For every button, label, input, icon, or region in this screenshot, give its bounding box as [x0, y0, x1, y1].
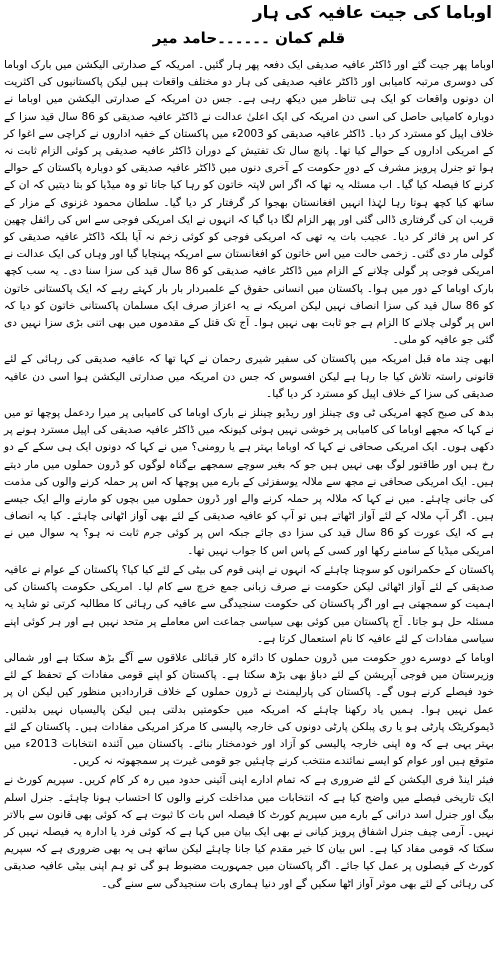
article-title: اوباما کی جیت عافیہ کی ہار — [252, 3, 492, 23]
article-paragraph: اوباما پھر جیت گئے اور ڈاکٹر عافیہ صدیقی ایک دفعہ پھر ہار گئیں۔ امریکہ کے صدارتی الیکشن میں بارک اوباما کی دوسری مرتبہ کامیابی اور ڈاکٹر عافیہ صدیقی کی ہار دو مختلف واقعات ہیں لیکن پاکستانیوں کی اکثریت ان دونوں واقعات کو ایک ہی تناظر میں دیکھ رہی ہے۔ جس دن امریکہ کے صدارتی الیکشن میں اوباما نے دوبارہ کامیابی حاصل کی اسی دن امریکہ کی ایک اعلیٰ عدالت نے ڈاکٹر عافیہ صدیقی کو 86 سال قید سزا کے خلاف اپیل کو مسترد کر دیا۔ ڈاکٹر عافیہ صدیقی کو 2003ء میں پاکستان کے خفیہ اداروں نے کراچی سے اغوا کر کے امریکی اداروں کے حوالے کیا تھا۔ پانچ سال تک تفتیش کے دوران ڈاکٹر عافیہ صدیقی پر کوئی الزام ثابت نہ ہوا تو جنرل پرویز مشرف کے دورِ حکومت کے آخری دنوں میں ڈاکٹر عافیہ صدیقی کو دوبارہ پاکستان کے حوالے کرنے کا فیصلہ کیا گیا۔ اب مسئلہ یہ تھا کہ اگر اس لاپتہ خاتون کو رہا کیا جاتا تو وہ میڈیا کو بتا دیتیں کہ ان کے ساتھ کیا کچھ ہوتا رہا لہٰذا انہیں افغانستان بھجوا کر گرفتار کر دیا گیا۔ سلطان محمود غزنوی کے مزار کے قریب ان کی گرفتاری ڈالی گئی اور پھر الزام لگا دیا گیا کہ انہوں نے ایک امریکی فوجی سے اس کی رائفل چھین کر اس پر فائر کر دیا۔ عجیب بات یہ تھی کہ امریکی فوجی کو کوئی زخم نہ آیا بلکہ ڈاکٹر عافیہ صدیقی کو گولی مار دی گئی۔ زخمی حالت میں اس خاتون کو افغانستان سے امریکہ پہنچایا گیا اور وہاں کی ایک عدالت نے امریکی فوجی پر گولی چلانے کے الزام میں ڈاکٹر عافیہ صدیقی کو 86 سال قید کی سزا سنا دی۔ یہ سب کچھ بارک اوباما کے دور میں ہوا۔ پاکستان میں انسانی حقوق کے علمبردار بار بار کہتے رہے کہ ایک پاکستانی خاتون کو 86 سال قید کی سزا انصاف نہیں لیکن امریکہ نے یہ اعزاز صرف ایک مسلمان پاکستانی خاتون کو دیا کہ اس پر گولی چلانے کا الزام ہے جو ثابت بھی نہیں ہوا۔ آج تک قتل کے مقدموں میں بھی اتنی بڑی سزا نہیں دی گئی جو عافیہ کو ملی۔ — [4, 59, 495, 347]
article-byline: قلم کمان ۔۔۔۔۔۔حامد میر — [152, 29, 346, 47]
article-paragraph: ابھی چند ماہ قبل امریکہ میں پاکستان کی سفیر شیری رحمان نے کہا تھا کہ عافیہ صدیقی کی رہائی کے لئے قانونی راستہ تلاش کیا جا رہا ہے لیکن افسوس کہ جس دن امریکہ میں صدارتی الیکشن ہوا اسی دن عافیہ صدیقی کی سزا کے خلاف اپیل کو مسترد کر دیا گیا۔ — [4, 353, 494, 400]
article-paragraph: بدھ کی صبح کچھ امریکی ٹی وی چینلز اور ریڈیو چینلز نے بارک اوباما کی کامیابی پر میرا ردعمل پوچھا تو میں نے کہا کہ مجھے اوباما کی کامیابی پر خوشی نہیں ہوئی کیونکہ میں ڈاکٹر عافیہ صدیقی کی اپیل مسترد ہونے پر دکھی ہوں۔ ایک امریکی صحافی نے کہا کہ اوباما بہتر ہے یا رومنی؟ میں نے کہا کہ دونوں ایک ہی سکے کے دو رخ ہیں اور طاقتور لوگ بھی نہیں ہیں جو کہ بغیر سوچے سمجھے بےگناہ لوگوں کو ڈرون حملوں میں مار دیتے ہیں۔ ایک امریکی صحافی نے مجھ سے ملالہ یوسفزئی کے بارے میں پوچھا کہ اس پر حملہ کرنے والوں کی مذمت کی جانی چاہئے۔ میں نے کہا کہ ملالہ پر حملہ کرنے والے اور ڈرون حملوں میں بچوں کو مارنے والے ایک جیسے ہیں۔ اگر آپ ملالہ کے لئے آواز اٹھاتے ہیں تو آپ کو عافیہ صدیقی کے لئے بھی آواز اٹھانی چاہئے۔ کیا یہ انصاف ہے کہ ایک عورت کو 86 سال قید کی سزا دی جائے جبکہ اس پر کوئی جرم ثابت نہ ہو؟ یہ سوال میں نے امریکی میڈیا کے سامنے رکھا اور کسی کے پاس اس کا جواب نہیں تھا۔ — [3, 407, 494, 557]
article-body — [4, 57, 494, 893]
article-paragraph: اوباما کے دوسرے دورِ حکومت میں ڈرون حملوں کا دائرہ کار قبائلی علاقوں سے آگے بڑھ سکتا ہے اور شمالی وزیرستان میں فوجی آپریشن کے لئے دباؤ بھی بڑھ سکتا ہے۔ پاکستان کو اپنے قومی مفادات کے تحفظ کے لئے خود فیصلے کرنے ہوں گے۔ پاکستان کی پارلیمنٹ نے ڈرون حملوں کے خلاف قراردادیں منظور کیں لیکن ان پر عمل نہیں ہوا۔ ہمیں یاد رکھنا چاہئے کہ امریکہ میں حکومتیں بدلتی ہیں لیکن پالیسیاں نہیں بدلتیں۔ ڈیموکریٹک پارٹی ہو یا ری پبلکن پارٹی دونوں کی خارجہ پالیسی کا مرکز امریکی مفادات ہیں۔ پاکستان کے لئے بہتر یہی ہے کہ وہ اپنی خارجہ پالیسی کو آزاد اور خودمختار بنائے۔ پاکستان میں آئندہ انتخابات 2013ء میں متوقع ہیں اور عوام کو ایسے نمائندے منتخب کرنے چاہئیں جو قومی غیرت پر سمجھوتہ نہ کریں۔ — [4, 651, 494, 768]
article-paragraph: فیئر اینڈ فری الیکشن کے لئے ضروری ہے کہ تمام ادارے اپنی آئینی حدود میں رہ کر کام کریں۔ سپریم کورٹ نے ایک تاریخی فیصلے میں واضح کیا ہے کہ انتخابات میں مداخلت کرنے والوں کا احتساب ہونا چاہئے۔ جنرل اسلم بیگ اور جنرل اسد درانی کے بارے میں سپریم کورٹ کا فیصلہ اس بات کا ثبوت ہے کہ کوئی بھی قانون سے بالاتر نہیں۔ آرمی چیف جنرل اشفاق پرویز کیانی نے بھی ایک بیان میں کہا ہے کہ کوئی فرد یا ادارہ یہ فیصلہ نہیں کر سکتا کہ قومی مفاد کیا ہے۔ اس بیان کا خیر مقدم کیا جانا چاہئے لیکن ساتھ ہی یہ بھی ضروری ہے کہ سپریم کورٹ کے فیصلوں پر عمل کیا جائے۔ اگر پاکستان میں جمہوریت مضبوط ہو گی تو ہم اپنی بیٹی عافیہ صدیقی کی رہائی کے لئے بھی موثر آواز اٹھا سکیں گے اور دنیا ہماری بات سنجیدگی سے سنے گی۔ — [4, 774, 494, 890]
article-paragraph: پاکستان کے حکمرانوں کو سوچنا چاہئے کہ انہوں نے اپنی قوم کی بیٹی کے لئے کیا کیا؟ پاکستان کے عوام نے عافیہ صدیقی کے لئے آواز اٹھائی لیکن حکومت نے صرف زبانی جمع خرچ سے کام لیا۔ امریکی حکومت پاکستان کی اہمیت کو سمجھتی ہے اور اگر پاکستان کی حکومت سنجیدگی سے عافیہ کی رہائی کا مطالبہ کرتی تو شاید یہ مسئلہ حل ہو جاتا۔ آج پاکستان میں کوئی بھی سیاسی جماعت اس معاملے پر متحد نہیں ہے اور ہر کوئی اپنے سیاسی مفادات کے لئے عافیہ کا نام استعمال کرتا ہے۔ — [4, 563, 494, 645]
